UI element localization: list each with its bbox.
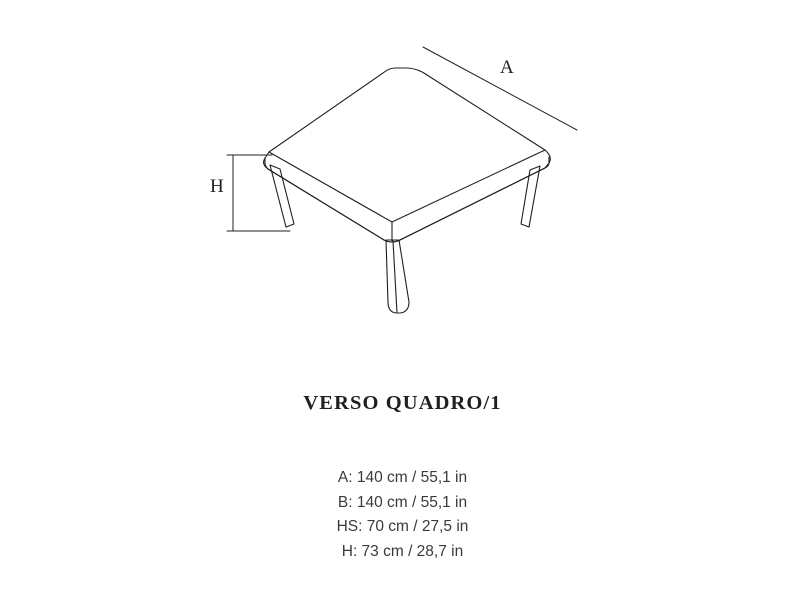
table-leg-left [270, 165, 294, 227]
spec-row: B: 140 cm / 55,1 in [337, 493, 468, 511]
spec-row: HS: 70 cm / 27,5 in [336, 518, 469, 535]
dimension-label-a: A [500, 57, 515, 78]
table-leg-front [386, 240, 409, 313]
dimension-label-h: H [210, 176, 225, 197]
table-top-facet-right [392, 150, 545, 222]
table-top-facet-left [269, 152, 392, 222]
table-top-edge [265, 157, 549, 242]
table-top-surface [264, 68, 551, 242]
spec-row: A: 140 cm / 55,1 in [337, 469, 468, 486]
specification-list [0, 466, 805, 564]
spec-row: H: 73 cm / 28,7 in [341, 542, 464, 560]
product-title: VERSO QUADRO/1 [303, 392, 502, 414]
table-leg-front-crease [393, 241, 397, 313]
